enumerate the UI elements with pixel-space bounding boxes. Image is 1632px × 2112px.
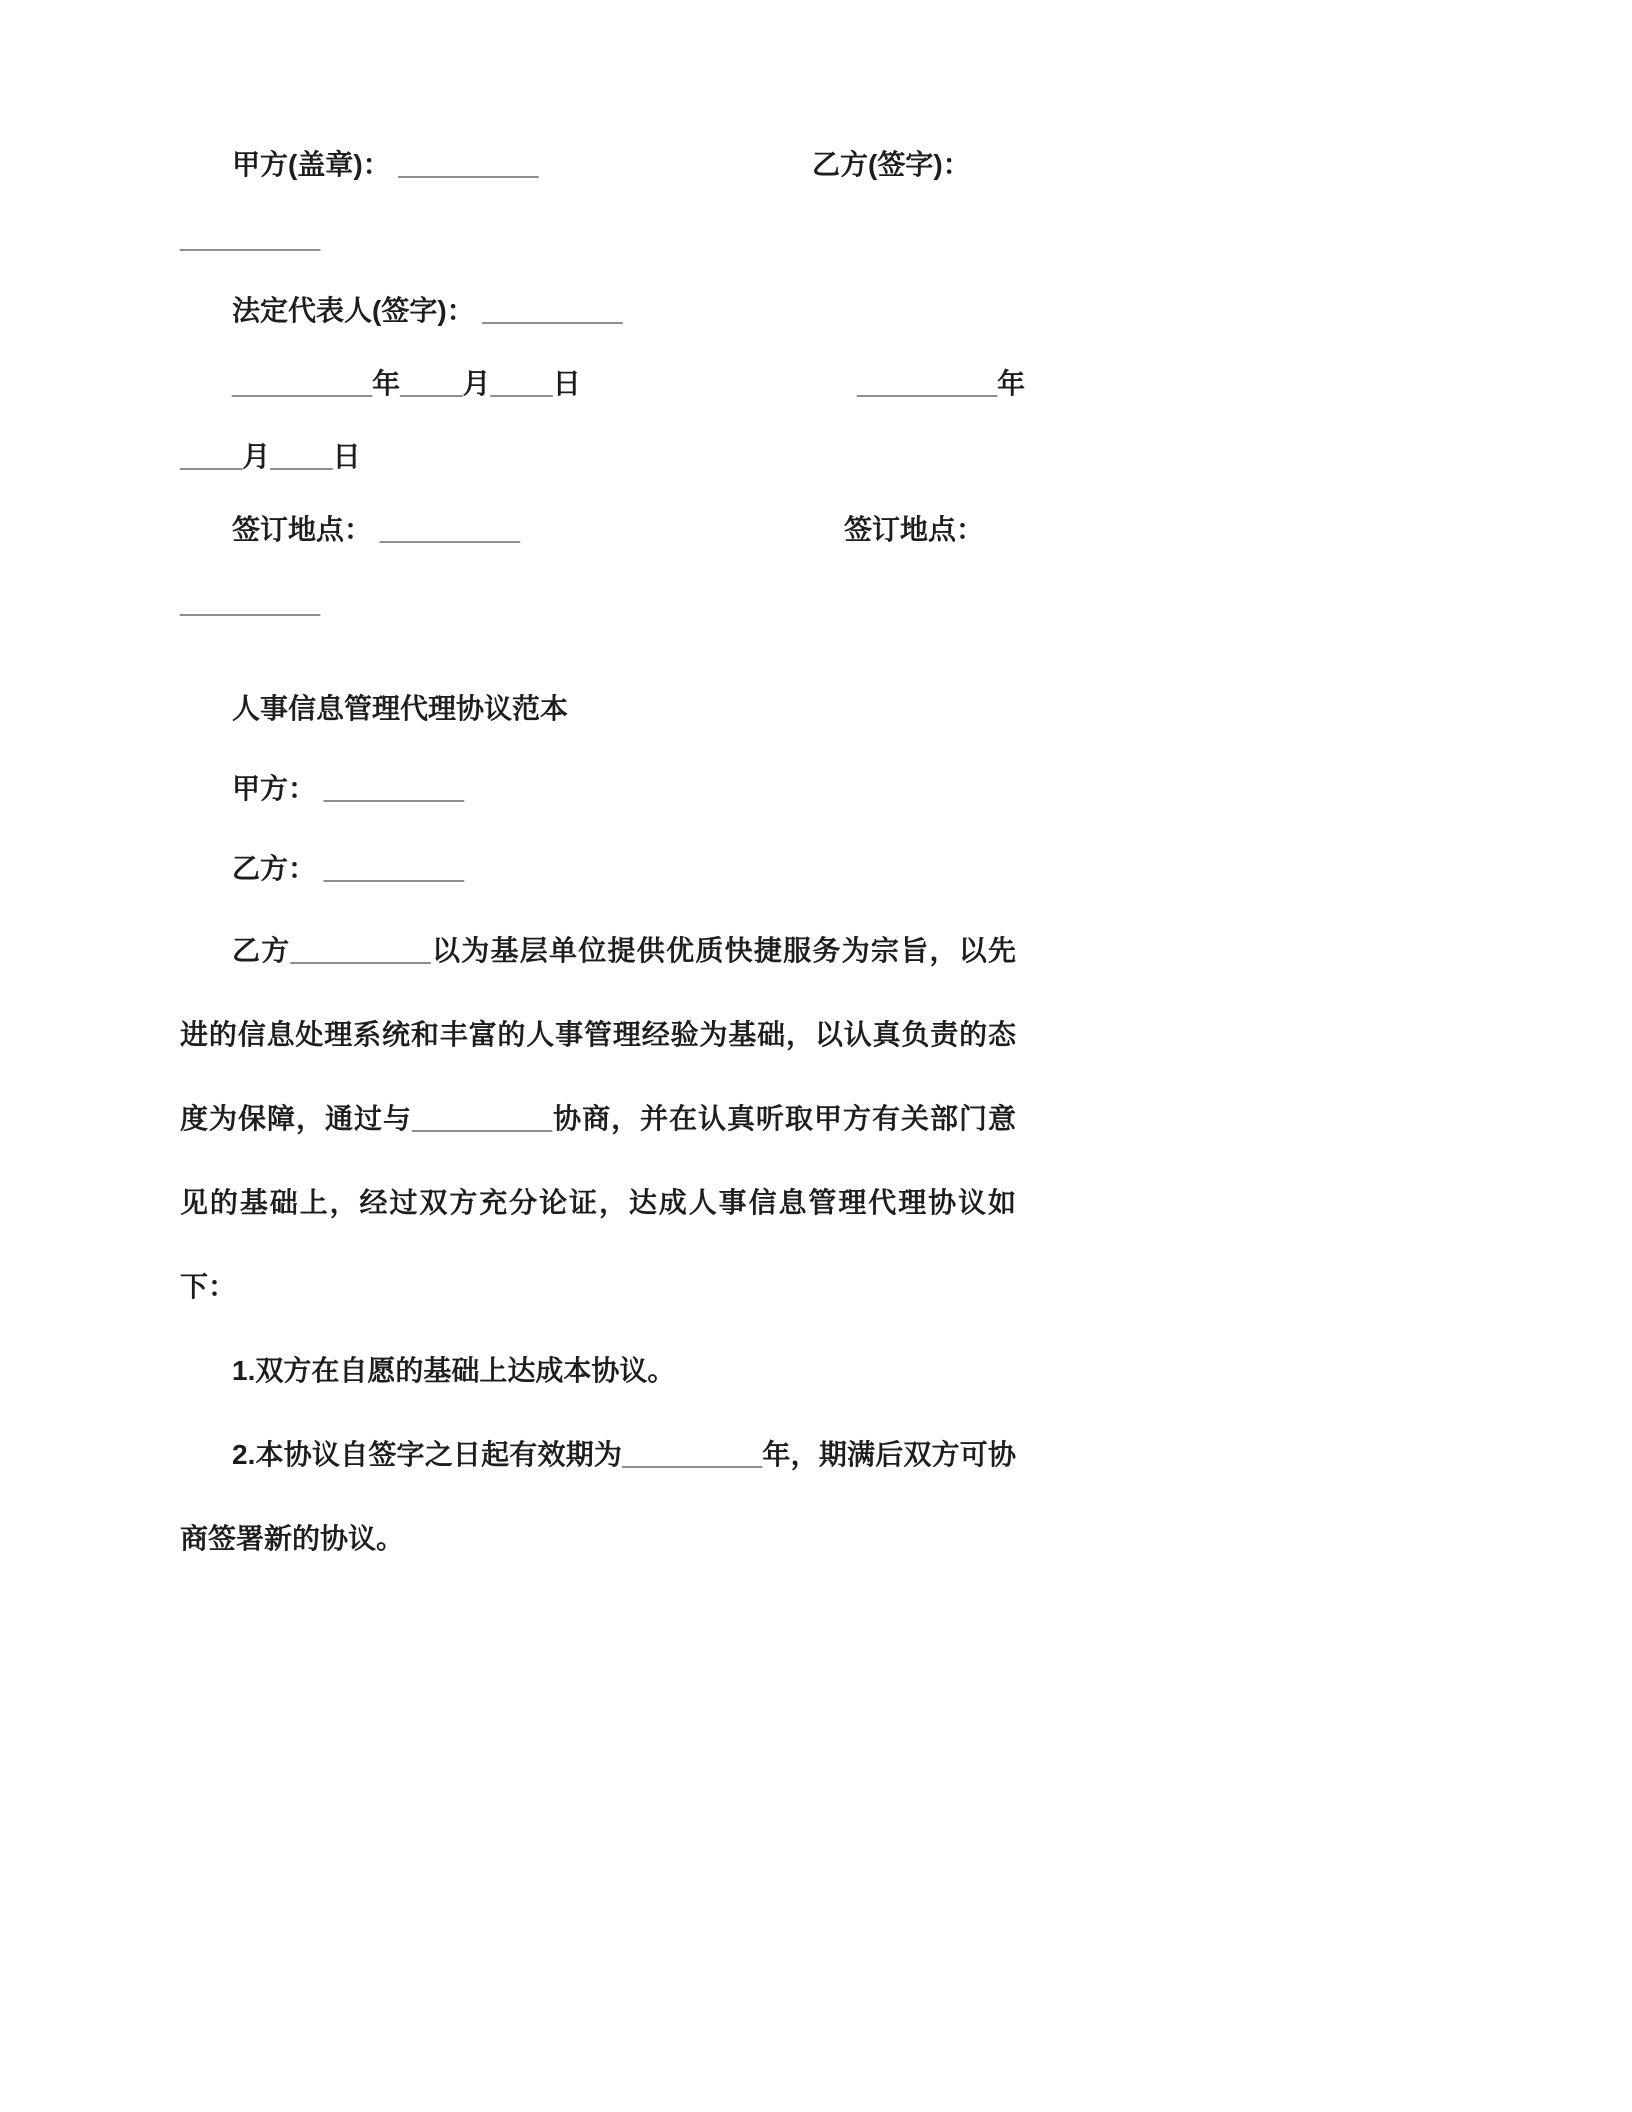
clause-1: 1.双方在自愿的基础上达成本协议。 <box>232 1355 676 1386</box>
party-b-date-year: _________年 <box>857 368 1026 399</box>
party-b-place-blank: _________ <box>180 587 321 618</box>
document-content <box>180 128 1026 1581</box>
party-b-sign-label: 乙方(签字)： <box>812 149 971 180</box>
party-b-line: 乙方： _________ <box>232 853 464 884</box>
legal-rep-sign-line <box>180 274 1016 347</box>
party-a-line: 甲方： _________ <box>232 773 464 804</box>
party-b-sign-blank: _________ <box>180 222 321 253</box>
signature-row-dates <box>180 347 1026 420</box>
document-title: 人事信息管理代理协议范本 <box>232 693 569 724</box>
signature-row-parties <box>180 128 1016 201</box>
legal-rep-sign: 法定代表人(签字)： _________ <box>232 295 623 326</box>
party-b-date-wrap: ____月____日 <box>180 441 361 472</box>
intro-paragraph: 乙方_________以为基层单位提供优质快捷服务为宗旨，以先进的信息处理系统和丰富的人事管理经验为基础，以认真负责的态度为保障，通过与_________协商，并在认真听取甲方有关部门意见的基础上，经过双方充分论证，达成人事信息管理代理协议如下： <box>180 935 1016 1302</box>
party-a-seal-line: 甲方(盖章)： _________ <box>232 149 539 180</box>
party-b-place-blank-line <box>180 566 1016 639</box>
party-b-date-wrap-line <box>180 420 1016 493</box>
party-b-place-label: 签订地点： <box>844 514 985 545</box>
party-a-place-line: 签订地点： _________ <box>232 514 520 545</box>
party-b-sign-blank-line <box>180 201 1016 274</box>
clause-2: 2.本协议自签字之日起有效期为_________年，期满后双方可协商签署新的协议。 <box>180 1439 1016 1554</box>
party-a-date-line: _________年____月____日 <box>232 368 581 399</box>
signature-row-places <box>180 493 1016 566</box>
